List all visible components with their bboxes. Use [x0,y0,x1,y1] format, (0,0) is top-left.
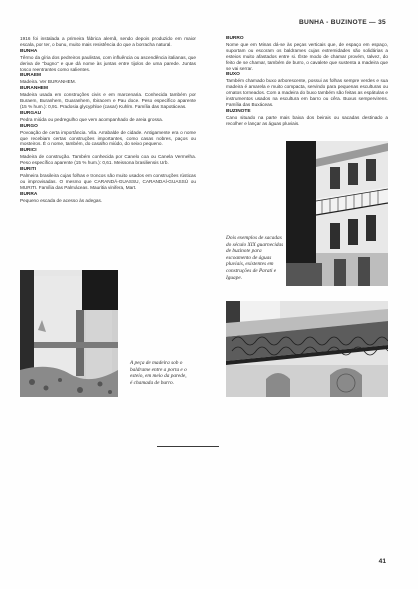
wooden-post-wall-photo [20,270,118,397]
entry-body: Cano situado na parte mais baixa dos beirais ou sacadas destinado a recolher e lançar as águas pluviais. [226,114,388,126]
intro-paragraph [20,36,196,48]
entry-body: Madeira usada em construções civis e em marcenaria. Conhecida também por Buraem, Buranhem, Guaranhem, Ibiracem e Pau doce. Peso específico aparente (15 % hum.): 0,91. Pradosia glycyphloe (casar) Kuhlm. Família das Sapotáceas. [20,92,196,109]
balcony-facade-photo [286,141,388,286]
iron-balcony-photo [226,301,388,397]
entry-body: Madeira de construção. Também conhecida por Canelo coa ou Canela Vermelha. Peso específico aparente (15 % hum.): 0,61. Meissona brasiliensis Urb. [20,154,196,166]
entry-term: BURICI [20,148,37,154]
entry-burici [20,148,196,166]
section-divider [157,446,219,447]
page-number: 41 [378,558,386,565]
entry-body: Pedra miúda ou pedregulho que vem acompanhado de areia grossa. [20,116,164,122]
balcony-photo-caption: Dois exemplos de sacadas do século XIX guarnecidas de buzinote para escoamento de águas pluviais, existentes em construções de Parati e Iguape. [226,235,284,281]
entry-body: Madeira. Ver BURANHEM. [20,79,77,85]
entry-buriti [20,167,196,191]
intro-text: 1916 foi instalada a primeira fábrica alemã, sendo depois produzido em maior escala, por ter, o bunu, muito mais resistência do que a borracha natural. [20,36,196,47]
entry-buzinote [226,109,388,127]
entry-buxo [226,72,388,107]
entry-term: BURRO [226,36,244,41]
entry-term: BURRA [20,191,38,197]
entry-body: Pequeno escada de acesso às adegas. [20,197,103,203]
right-column [226,36,388,128]
entry-body: Nome que em Minas dá-se às peças verticais que, de espaço em espaço, suportam ou escoram os baldrames cujas extremidades são solidárias a esteios muito afastados entre si. Êste modo de chamar provém, talvez, do feito de se chamar, também de burro, o cavalete que sustenta a madeira que se vai serrar. [226,41,388,71]
running-head: BUNHA - BUZINOTE — 35 [298,19,386,26]
entry-body: Palmeira brasileira cujas folhas e troncos são muito usados em construções rústicas ou improvisadas. O mesmo que CARANDÁ-GUASSU, CARANDAÍ-GUASSÚ ou MURITI. Família das Palmáceas. Mauritia vinifera, Mart. [20,172,196,190]
entry-body: Povoação de certa importância. Vila. Arrabalde de cidade. Antigamente era o nome que recebiam certas construções importantes, como casas nobres, paços ou mosteiros. É o nome, também, do casalho miúdo, do seixo pequeno. [20,129,196,147]
entry-term: BUZINOTE [226,108,251,114]
entry-term: BURAEM [20,73,42,79]
wooden-post-photo-caption: A peça de madeira sob o baldrame entre a porta e o esteio, em meio da parede, é chamada de burro. [130,360,187,386]
left-column [20,36,196,204]
entry-buranhem [20,86,196,110]
entry-term: BURGO [20,123,38,129]
entry-body: Têrmo da gíria dos pedreiros paulistas, com influência ou ascendência italianas, que deriva de "bugno" e que dá nome às juntas entre tijolos de uma parede. Juntas tosco reentrantes como salientes. [20,54,196,72]
entry-burgau [20,111,196,123]
entry-buraem [20,73,196,85]
entry-burgo [20,124,196,148]
entry-bunha [20,49,196,73]
entry-term: BUNHA [20,48,38,54]
entry-burra [20,192,196,204]
entry-term: BURGAU [20,110,42,116]
entry-burro [226,36,388,71]
entry-term: BUXO [226,72,240,78]
entry-body: Também chamado buxo arborescente, possui as folhas sempre verdes e sua madeira é amarela e muito compacta, servindo para pequenas esculturas ou ornatos torneados. Com a madeira do buxo também são feitas as espátulas e instrumentos usados na escultura em barro ou cêra. Buxus sempervirens. Família das Buxáceas. [226,78,388,107]
entry-term: BURITI [20,167,36,173]
entry-term: BURANHEM [20,86,48,92]
